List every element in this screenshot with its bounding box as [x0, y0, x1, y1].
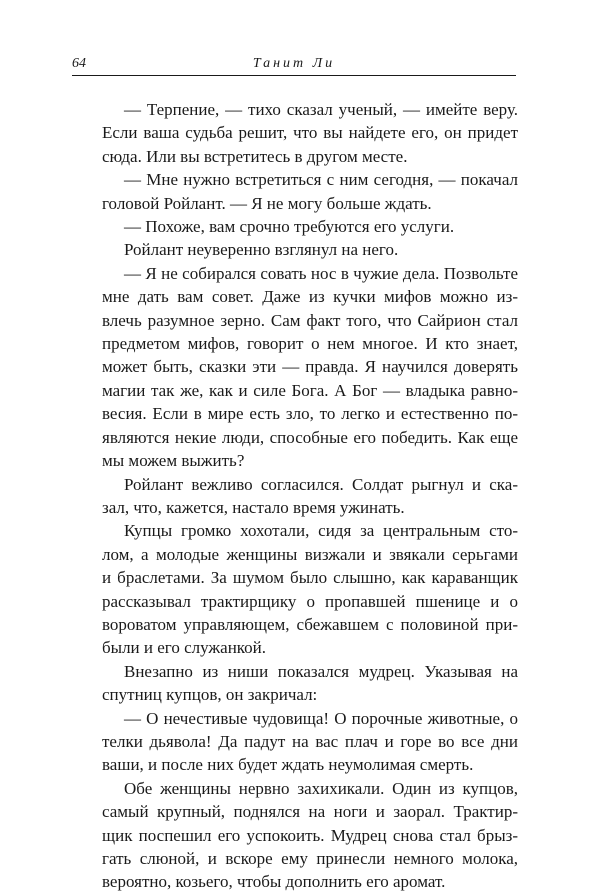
- text-line: Ройлант неуверенно взглянул на него.: [124, 240, 399, 260]
- text-line: самый крупный, поднялся на ноги и заорал. Трактир-: [102, 802, 518, 822]
- text-line: Внезапно из ниши показался мудрец. Указывая на: [124, 661, 518, 681]
- page-number: 64: [72, 56, 86, 71]
- text-line: рассказывал трактирщику о пропавшей пшенице и о: [102, 591, 518, 611]
- text-line: — О нечестивые чудовища! О порочные животные, о: [124, 708, 518, 728]
- text-line: вороватом управляющем, сбежавшем с половиной при-: [102, 614, 518, 634]
- body-text: [80, 98, 518, 894]
- paragraph: [80, 660, 518, 707]
- text-line: — Похоже, вам срочно требуются его услуги.: [124, 217, 455, 237]
- text-line: мы можем выжить?: [102, 451, 245, 471]
- text-line: щик поспешил его успокоить. Мудрец снова стал брыз-: [102, 825, 518, 845]
- text-line: вероятно, козьего, чтобы дополнить его аромат.: [102, 872, 446, 892]
- text-line: были и его служанкой.: [102, 638, 267, 658]
- text-line: гать слюной, и вскоре ему принесли немного молока,: [102, 849, 518, 868]
- paragraph: [80, 777, 518, 894]
- text-line: — Терпение, — тихо сказал ученый, — имейте веру.: [124, 100, 518, 119]
- header-rule: [72, 75, 516, 76]
- paragraph: [80, 238, 518, 261]
- text-line: мне дать вам совет. Даже из кучки мифов можно из-: [102, 287, 518, 307]
- paragraph: [80, 215, 518, 238]
- paragraph: [80, 262, 518, 473]
- text-line: лом, а молодые женщины визжали и звякали серьгами: [102, 544, 518, 564]
- text-line: сюда. Или вы встретитесь в другом месте.: [102, 146, 408, 166]
- paragraph: [80, 519, 518, 659]
- text-line: ваши, и после них будет ждать неумолимая смерть.: [102, 755, 474, 775]
- running-header: [72, 52, 516, 78]
- paragraph: [80, 473, 518, 520]
- text-line: головой Ройлант. — Я не могу больше ждать.: [102, 193, 432, 213]
- text-line: может быть, сказки эти — правда. Я научился доверять: [102, 357, 518, 377]
- text-line: — Я не собирался совать нос в чужие дела. Позвольте: [124, 263, 518, 283]
- text-line: телки дьявола! Да падут на вас плач и горе во все дни: [102, 731, 518, 751]
- text-line: влечь разумное зерно. Сам факт того, что Сайрион стал: [102, 310, 518, 330]
- text-line: Если ваша судьба решит, что вы найдете его, он придет: [102, 123, 518, 143]
- text-line: спутниц купцов, он закричал:: [102, 685, 318, 705]
- text-line: являются некие люди, способные его победить. Как еще: [102, 427, 518, 447]
- running-title: Танит Ли: [252, 56, 336, 71]
- text-line: — Мне нужно встретиться с ним сегодня, — покачал: [124, 170, 518, 190]
- text-line: Ройлант вежливо согласился. Солдат рыгнул и ска-: [124, 474, 518, 494]
- text-line: зал, что, кажется, настало время ужинать.: [102, 497, 405, 517]
- text-line: Купцы громко хохотали, сидя за центральным сто-: [124, 521, 518, 541]
- text-line: и браслетами. За шумом было слышно, как караванщик: [102, 568, 518, 588]
- text-line: Обе женщины нервно захихикали. Один из купцов,: [124, 778, 518, 798]
- paragraph: [80, 98, 518, 168]
- text-line: магии так же, как и силе Бога. А Бог — владыка равно-: [102, 380, 518, 400]
- text-line: весия. Если в мире есть зло, то легко и естественно по-: [102, 404, 518, 424]
- text-line: предметом мифов, говорит о нем многое. И кто знает,: [102, 334, 518, 354]
- paragraph: [80, 168, 518, 215]
- paragraph: [80, 707, 518, 777]
